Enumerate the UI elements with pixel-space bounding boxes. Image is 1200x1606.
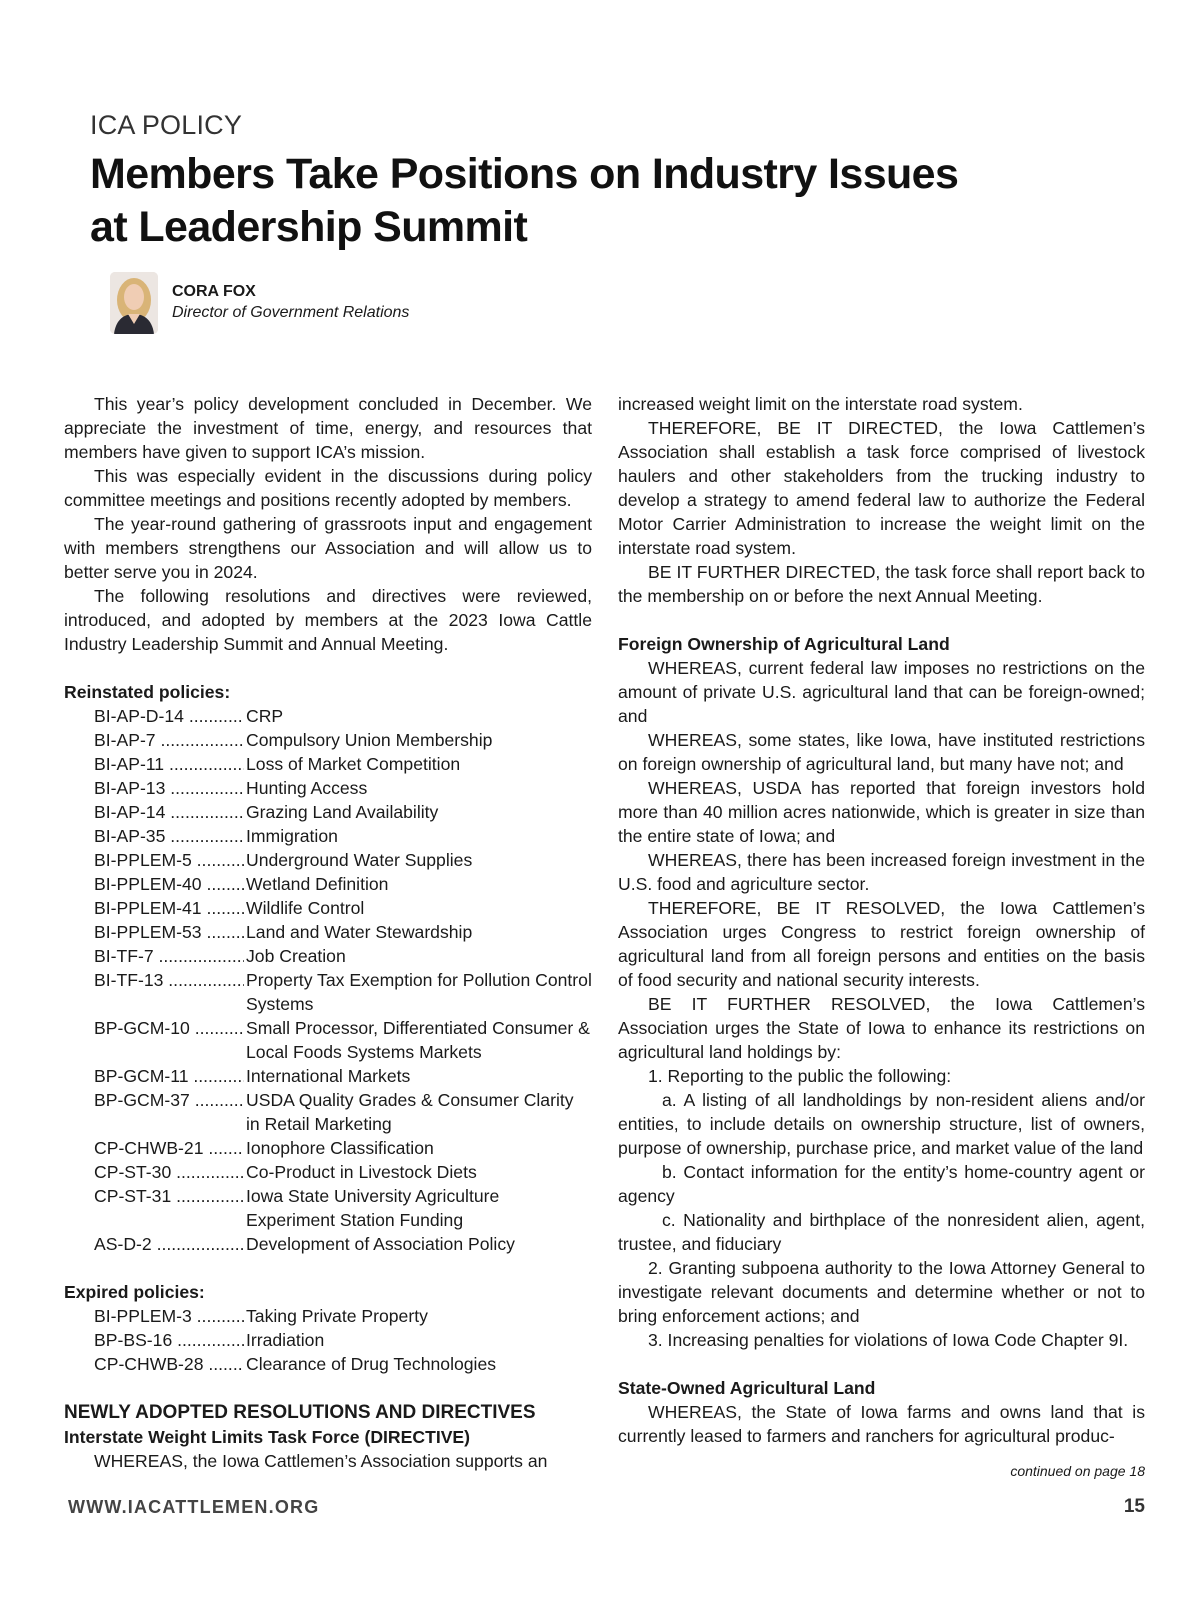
policy-title: Property Tax Exemption for Pollution Control Systems	[246, 970, 592, 1014]
directive-paragraph-continued: increased weight limit on the interstate road system.	[618, 394, 1023, 414]
resolution-paragraph: WHEREAS, there has been increased foreign investment in the U.S. food and agriculture sector.	[618, 850, 1145, 894]
directive-paragraph: WHEREAS, the Iowa Cattlemen’s Association supports an	[94, 1451, 548, 1471]
policy-title: Job Creation	[246, 946, 346, 966]
policy-code: BI-TF-13 .....	[94, 968, 244, 1016]
list-item	[64, 824, 592, 848]
page-title: Members Take Positions on Industry Issues at Leadership Summit	[90, 150, 959, 251]
directive-paragraph: THEREFORE, BE IT DIRECTED, the Iowa Cattlemen’s Association shall establish a task force comprised of livestock haulers and other stakeholders from the trucking industry to develop a strategy to amend federal law to authorize the Federal Motor Carrier Administration to increase the weight limit on the interstate road system.	[618, 418, 1145, 558]
resolution-paragraph: WHEREAS, USDA has reported that foreign investors hold more than 40 million acres nationwide, which is greater in size than the entire state of Iowa; and	[618, 778, 1145, 846]
author-portrait-icon	[110, 272, 158, 334]
policy-code: BI-AP-D-14 .....	[94, 704, 244, 728]
author-title: Director of Government Relations	[172, 304, 410, 321]
policy-title: Small Processor, Differentiated Consumer & Local Foods Systems Markets	[246, 1018, 590, 1062]
policy-code: BI-TF-7 .....	[94, 944, 244, 968]
list-item	[64, 728, 592, 752]
list-item	[64, 1136, 592, 1160]
list-item	[64, 872, 592, 896]
list-item	[64, 1016, 592, 1064]
policy-code: CP-CHWB-21 .....	[94, 1136, 244, 1160]
list-item	[64, 1088, 592, 1136]
list-item	[64, 1352, 592, 1376]
policy-code: BI-AP-7 .....	[94, 728, 244, 752]
left-column	[64, 392, 592, 1473]
policy-title: International Markets	[246, 1066, 411, 1086]
policy-title: Wildlife Control	[246, 898, 365, 918]
page-number: 15	[1123, 1496, 1145, 1517]
policy-code: BP-GCM-10 .....	[94, 1016, 244, 1064]
list-item	[64, 800, 592, 824]
resolution-paragraph: WHEREAS, some states, like Iowa, have instituted restrictions on foreign ownership of agricultural land, but many have not; and	[618, 730, 1145, 774]
list-item	[64, 920, 592, 944]
foreign-ownership-heading: Foreign Ownership of Agricultural Land	[618, 634, 950, 654]
policy-title: Co-Product in Livestock Diets	[246, 1162, 477, 1182]
resolution-subitem: b. Contact information for the entity’s home-country agent or agency	[618, 1162, 1145, 1206]
resolution-paragraph: WHEREAS, the State of Iowa farms and owns land that is currently leased to farmers and ranchers for agricultural produc-	[618, 1402, 1145, 1446]
list-item	[64, 968, 592, 1016]
expired-heading: Expired policies:	[64, 1282, 205, 1302]
continued-note: continued on page 18	[1010, 1463, 1145, 1479]
list-item	[64, 1064, 592, 1088]
reinstated-heading: Reinstated policies:	[64, 682, 231, 702]
policy-code: CP-ST-31 .....	[94, 1184, 244, 1232]
policy-code: CP-ST-30 .....	[94, 1160, 244, 1184]
policy-title: Hunting Access	[246, 778, 368, 798]
footer-url[interactable]: WWW.IACATTLEMEN.ORG	[68, 1497, 320, 1517]
resolution-paragraph: 1. Reporting to the public the following:	[648, 1066, 952, 1086]
list-item	[64, 848, 592, 872]
policy-title: Immigration	[246, 826, 338, 846]
author-name: CORA FOX	[172, 283, 256, 300]
resolution-paragraph: 2. Granting subpoena authority to the Iowa Attorney General to investigate relevant documents and determine whether or not to bring enforcement actions; and	[618, 1258, 1145, 1326]
list-item	[64, 704, 592, 728]
new-resolutions-heading: NEWLY ADOPTED RESOLUTIONS AND DIRECTIVES	[64, 1402, 536, 1423]
policy-title: Irradiation	[246, 1330, 325, 1350]
resolution-subitem: c. Nationality and birthplace of the nonresident alien, agent, trustee, and fiduciary	[618, 1210, 1145, 1254]
policy-code: BI-AP-35 .....	[94, 824, 244, 848]
policy-title: Underground Water Supplies	[246, 850, 473, 870]
expired-list	[64, 1304, 592, 1376]
intro-paragraph: The year-round gathering of grassroots input and engagement with members strengthens our Association and will allow us to better serve you in 2024.	[64, 514, 592, 582]
policy-code: BP-GCM-11 .....	[94, 1064, 244, 1088]
policy-title: Loss of Market Competition	[246, 754, 461, 774]
policy-title: Land and Water Stewardship	[246, 922, 473, 942]
policy-code: BI-AP-14 .....	[94, 800, 244, 824]
resolution-subitem: a. A listing of all landholdings by non-resident aliens and/or entities, to include details on ownership structure, list of owners, purpose of ownership, purchase price, and market value of the land	[618, 1090, 1145, 1158]
policy-title: CRP	[246, 706, 284, 726]
policy-code: AS-D-2 .....	[94, 1232, 244, 1256]
list-item	[64, 1304, 592, 1328]
policy-title: Grazing Land Availability	[246, 802, 439, 822]
policy-code: BI-AP-13 .....	[94, 776, 244, 800]
list-item	[64, 776, 592, 800]
intro-paragraph: This was especially evident in the discussions during policy committee meetings and positions recently adopted by members.	[64, 466, 592, 510]
policy-code: BI-PPLEM-5 .....	[94, 848, 244, 872]
policy-title: Iowa State University Agriculture Experiment Station Funding	[246, 1186, 500, 1230]
policy-title: USDA Quality Grades & Consumer Clarity in Retail Marketing	[246, 1090, 574, 1134]
policy-title: Taking Private Property	[246, 1306, 428, 1326]
right-column	[618, 392, 1145, 1448]
list-item	[64, 944, 592, 968]
policy-code: BI-PPLEM-53 .....	[94, 920, 244, 944]
policy-title: Ionophore Classification	[246, 1138, 434, 1158]
section-label: ICA POLICY	[90, 110, 243, 140]
policy-code: BI-PPLEM-3 .....	[94, 1304, 244, 1328]
reinstated-list	[64, 704, 592, 1256]
resolution-paragraph: WHEREAS, current federal law imposes no restrictions on the amount of private U.S. agricultural land that can be foreign-owned; and	[618, 658, 1145, 726]
directive-heading: Interstate Weight Limits Task Force (DIRECTIVE)	[64, 1427, 471, 1447]
policy-code: BP-BS-16 .....	[94, 1328, 244, 1352]
resolution-paragraph: BE IT FURTHER RESOLVED, the Iowa Cattlemen’s Association urges the State of Iowa to enhance its restrictions on agricultural land holdings by:	[618, 994, 1145, 1062]
policy-title: Wetland Definition	[246, 874, 389, 894]
policy-code: BI-PPLEM-40 .....	[94, 872, 244, 896]
state-owned-heading: State-Owned Agricultural Land	[618, 1378, 876, 1398]
resolution-paragraph: THEREFORE, BE IT RESOLVED, the Iowa Cattlemen’s Association urges Congress to restrict foreign ownership of agricultural land from all foreign persons and entities on the basis of food security and national security interests.	[618, 898, 1145, 990]
policy-title: Clearance of Drug Technologies	[246, 1354, 497, 1374]
directive-paragraph: BE IT FURTHER DIRECTED, the task force shall report back to the membership on or before the next Annual Meeting.	[618, 562, 1145, 606]
list-item	[64, 1232, 592, 1256]
author-photo	[110, 272, 158, 334]
list-item	[64, 896, 592, 920]
list-item	[64, 1184, 592, 1232]
list-item	[64, 1160, 592, 1184]
policy-code: BI-AP-11 .....	[94, 752, 244, 776]
policy-code: CP-CHWB-28 .....	[94, 1352, 244, 1376]
list-item	[64, 752, 592, 776]
policy-code: BP-GCM-37 .....	[94, 1088, 244, 1136]
list-item	[64, 1328, 592, 1352]
resolution-paragraph: 3. Increasing penalties for violations of Iowa Code Chapter 9I.	[648, 1330, 1129, 1350]
policy-title: Development of Association Policy	[246, 1234, 515, 1254]
policy-title: Compulsory Union Membership	[246, 730, 493, 750]
intro-paragraph: The following resolutions and directives were reviewed, introduced, and adopted by members at the 2023 Iowa Cattle Industry Leadership Summit and Annual Meeting.	[64, 586, 592, 654]
intro-paragraph: This year’s policy development concluded in December. We appreciate the investment of time, energy, and resources that members have given to support ICA’s mission.	[64, 394, 592, 462]
policy-code: BI-PPLEM-41 .....	[94, 896, 244, 920]
